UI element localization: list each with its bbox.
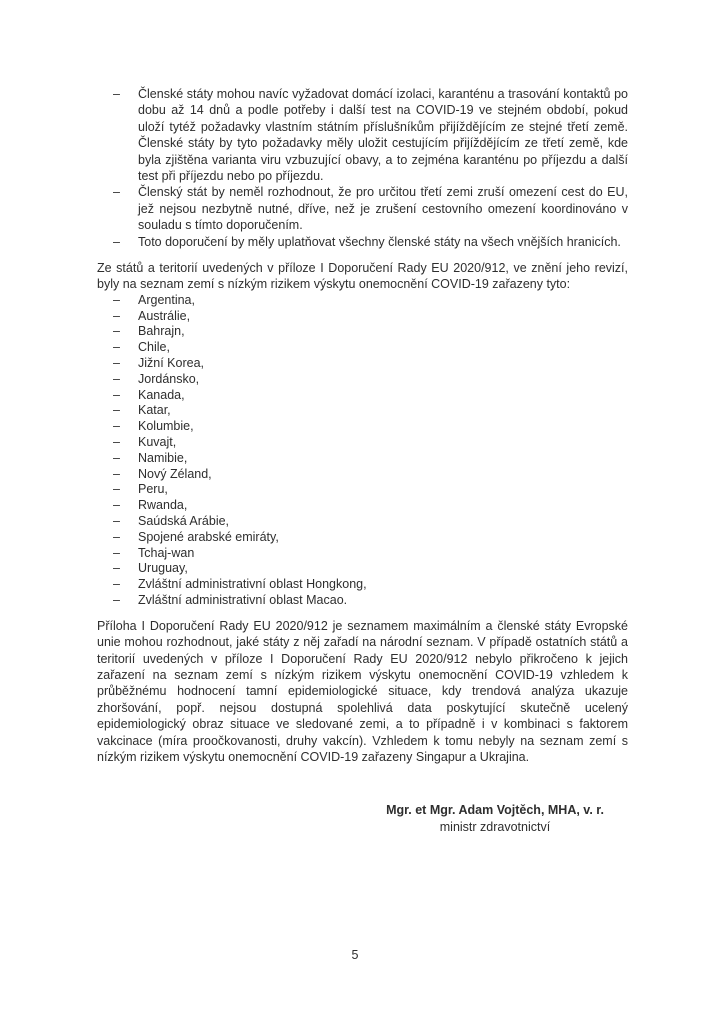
bullet-item	[97, 86, 628, 184]
country-item-text: Spojené arabské emiráty,	[138, 529, 279, 544]
dash-marker: –	[113, 308, 120, 323]
dash-marker: –	[113, 340, 120, 355]
closing-paragraph: Příloha I Doporučení Rady EU 2020/912 je seznamem maximálním a členské státy Evropské unie mohou rozhodnout, jaké státy z něj zařadí na národní seznam. V případě ostatních států a teritorií uvedených v příloze I Doporučení Rady EU 2020/912 nebylo přikročeno k jejich zařazení na seznam zemí s nízkým rizikem výskytu onemocnění COVID-19 vzhledem k průběžnému hodnocení tamní epidemiologické situace, kdy trendová analýza ukazuje zhoršování, popř. nejsou dostupná spolehlivá data poskytující skutečně ucelený epidemiologický obraz situace ve sledované zemi, a to případně i v kombinaci s faktorem vakcinace (míra proočkovanosti, druhy vakcín). Vzhledem k tomu nebyly na seznam zemí s nízkým rizikem výskytu onemocnění COVID-19 zařazeny Singapur a Ukrajina.	[97, 618, 628, 765]
country-item-text: Saúdská Arábie,	[138, 514, 230, 529]
dash-marker: –	[113, 545, 120, 560]
country-item-text: Austrálie,	[138, 308, 191, 323]
page-number: 5	[351, 948, 359, 962]
country-item-text: Peru,	[138, 482, 168, 497]
country-item-text: Katar,	[138, 403, 171, 418]
country-item	[97, 530, 628, 546]
country-item	[97, 388, 628, 404]
dash-marker: –	[113, 419, 120, 434]
dash-marker: –	[113, 466, 120, 481]
dash-marker: –	[113, 356, 120, 371]
country-item-text: Jordánsko,	[138, 371, 200, 386]
bullet-item-text: Členské státy mohou navíc vyžadovat domácí izolaci, karanténu a trasování kontaktů po dobu až 14 dnů a podle potřeby i další test na COVID-19 ve stejném období, pokud uloží tytéž požadavky vlastním státním příslušníkům přijíždějícím ze stejné třetí země. Členské státy by tyto požadavky měly uložit cestujícím přijíždějícím ze třetí země, kde byla zjištěna varianta viru vzbuzující obavy, a to zejména karanténu po příjezdu a další test při příjezdu nebo po příjezdu.	[138, 87, 628, 184]
dash-marker: –	[113, 292, 120, 307]
country-item	[97, 451, 628, 467]
country-item-text: Kanada,	[138, 387, 185, 402]
country-item-text: Kuvajt,	[138, 435, 177, 450]
country-list	[97, 293, 628, 609]
dash-marker: –	[113, 371, 120, 386]
signature-block	[378, 802, 612, 835]
country-item	[97, 356, 628, 372]
bullet-list	[97, 86, 628, 250]
dash-marker: –	[113, 577, 120, 592]
country-item	[97, 419, 628, 435]
signature-title: ministr zdravotnictví	[439, 819, 551, 834]
country-item	[97, 309, 628, 325]
dash-marker: –	[113, 387, 120, 402]
country-item	[97, 435, 628, 451]
dash-marker: –	[113, 435, 120, 450]
country-item	[97, 403, 628, 419]
country-item-text: Tchaj-wan	[138, 545, 195, 560]
country-item	[97, 514, 628, 530]
country-item-text: Argentina,	[138, 292, 195, 307]
country-item-text: Kolumbie,	[138, 419, 194, 434]
dash-marker: –	[113, 324, 120, 339]
dash-marker: –	[113, 482, 120, 497]
document-content	[97, 86, 628, 835]
country-item	[97, 577, 628, 593]
dash-marker: –	[113, 561, 120, 576]
bullet-item	[97, 184, 628, 233]
country-item-text: Uruguay,	[138, 561, 188, 576]
dash-marker: –	[113, 185, 120, 200]
dash-marker: –	[113, 234, 120, 249]
dash-marker: –	[113, 403, 120, 418]
country-item-text: Namibie,	[138, 450, 188, 465]
dash-marker: –	[113, 498, 120, 513]
country-item	[97, 498, 628, 514]
dash-marker: –	[113, 514, 120, 529]
country-item	[97, 293, 628, 309]
signature-name: Mgr. et Mgr. Adam Vojtěch, MHA, v. r.	[386, 803, 604, 818]
country-item-text: Rwanda,	[138, 498, 188, 513]
country-item-text: Jižní Korea,	[138, 356, 205, 371]
dash-marker: –	[113, 450, 120, 465]
country-item	[97, 561, 628, 577]
bullet-item-text: Toto doporučení by měly uplatňovat všechny členské státy na všech vnějších hranicích.	[138, 234, 621, 249]
country-item	[97, 482, 628, 498]
bullet-item	[97, 234, 628, 250]
dash-marker: –	[113, 87, 120, 101]
country-item	[97, 593, 628, 609]
country-item	[97, 324, 628, 340]
dash-marker: –	[113, 593, 120, 608]
bullet-item-text: Členský stát by neměl rozhodnout, že pro určitou třetí zemi zruší omezení cest do EU, jež nejsou nezbytně nutné, dříve, než je zrušení cestovního omezení koordinováno v souladu s tímto doporučením.	[138, 185, 628, 233]
intro-paragraph: Ze států a teritorií uvedených v příloze I Doporučení Rady EU 2020/912, ve znění jeho revizí, byly na seznam zemí s nízkým rizikem výskytu onemocnění COVID-19 zařazeny tyto:	[97, 261, 628, 292]
country-item-text: Chile,	[138, 340, 170, 355]
country-item-text: Bahrajn,	[138, 324, 185, 339]
dash-marker: –	[113, 529, 120, 544]
country-item-text: Zvláštní administrativní oblast Macao.	[138, 593, 348, 608]
country-item-text: Nový Zéland,	[138, 466, 212, 481]
country-item-text: Zvláštní administrativní oblast Hongkong,	[138, 577, 367, 592]
country-item	[97, 467, 628, 483]
country-item	[97, 340, 628, 356]
country-item	[97, 546, 628, 562]
country-item	[97, 372, 628, 388]
